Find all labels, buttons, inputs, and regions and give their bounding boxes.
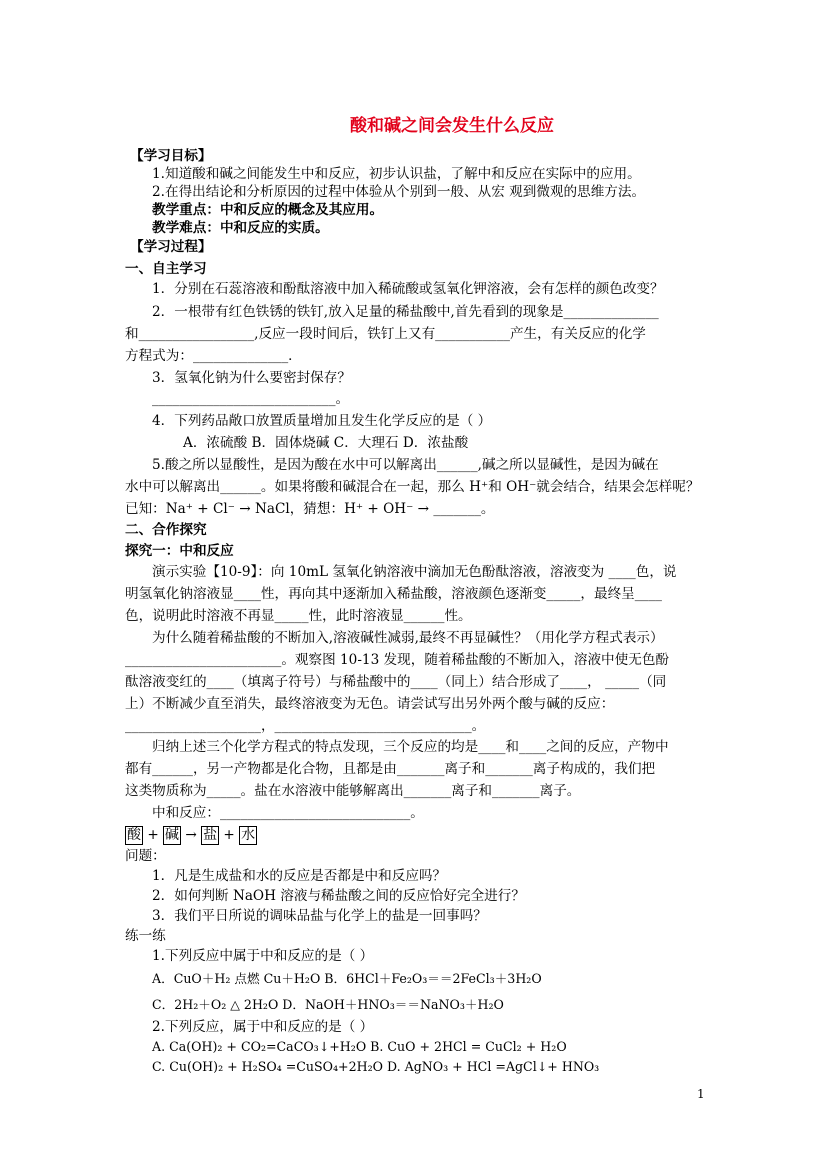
summary-line-3: 这类物质称为_____。盐在水溶液中能够解离出_______离子和_______离子。 xyxy=(125,783,581,799)
practice-1-question: 1.下列反应中属于中和反应的是（ ） xyxy=(152,948,374,964)
practice-1-options-ab: A．CuO＋H₂ 点燃 Cu＋H₂O B．6HCl＋Fe₂O₃＝＝2FeCl₃＋3H₂O xyxy=(152,971,542,986)
teaching-difficulty: 教学难点：中和反应的实质。 xyxy=(152,220,329,236)
arrow-icon: → xyxy=(185,827,197,843)
question-2-line-1: 2．一根带有红色铁锈的铁钉,放入足量的稀盐酸中,首先看到的现象是______________ xyxy=(152,304,659,320)
question-1: 1．分别在石蕊溶液和酚酞溶液中加入稀硫酸或氢氧化钾溶液，会有怎样的颜色改变？ xyxy=(152,281,664,297)
why-line-4: 上）不断减少直至消失，最终溶液变为无色。请尝试写出另外两个酸与碱的反应： xyxy=(125,696,615,712)
plus-sign: + xyxy=(223,827,235,843)
question-2-line-2: 和_________________,反应一段时间后，铁钉上又有___________产生，有关反应的化学 xyxy=(125,326,646,342)
word-equation xyxy=(125,826,257,845)
question-4-options: A．浓硫酸 B．固体烧碱 C．大理石 D．浓盐酸 xyxy=(183,435,469,451)
neutralization-definition: 中和反应：____________________________。 xyxy=(152,805,424,821)
section-heading-process: 【学习过程】 xyxy=(130,239,212,255)
summary-line-2: 都有______，另一产物都是化合物，且都是由_______离子和_______离子构成的，我们把 xyxy=(125,761,656,777)
subsection-self-study: 一、自主学习 xyxy=(125,261,207,277)
questions-heading: 问题： xyxy=(125,848,166,864)
practice-2-options-cd: C. Cu(OH)₂ + H₂SO₄ =CuSO₄+2H₂O D. AgNO₃ + HCl =AgCl↓+ HNO₃ xyxy=(152,1059,600,1074)
base-box: 碱 xyxy=(165,827,180,843)
practice-2-options-ab: A. Ca(OH)₂ + CO₂=CaCO₃↓+H₂O B. CuO + 2HCl = CuCl₂ + H₂O xyxy=(152,1039,567,1054)
discussion-question-2: 2．如何判断 NaOH 溶液与稀盐酸之间的反应恰好完全进行？ xyxy=(152,888,525,904)
discussion-question-1: 1．凡是生成盐和水的反应是否都是中和反应吗？ xyxy=(152,868,447,884)
why-line-2: _______________________。观察图 10-13 发现，随着稀盐酸的不断加入，溶液中使无色酚 xyxy=(125,652,670,668)
question-3: 3．氢氧化钠为什么要密封保存？ xyxy=(152,370,351,386)
practice-1-options-cd: C．2H₂＋O₂ △ 2H₂O D．NaOH＋HNO₃＝＝NaNO₃＋H₂O xyxy=(152,997,504,1012)
question-5-line-2: 水中可以解离出______。如果将酸和碱混合在一起，那么 H⁺和 OH⁻就会结合，结果会怎样呢？ xyxy=(125,479,700,495)
demo-line-1: 演示实验【10-9】：向 10mL 氢氧化钠溶液中滴加无色酚酞溶液，溶液变为 ____色，说 xyxy=(152,564,677,580)
objective-1: 1.知道酸和碱之间能发生中和反应，初步认识盐，了解中和反应在实际中的应用。 xyxy=(152,166,641,182)
summary-line-1: 归纳上述三个化学方程式的特点发现，三个反应的均是____和____之间的反应，产物中 xyxy=(152,739,669,755)
exploration-1-heading: 探究一：中和反应 xyxy=(125,543,234,559)
question-4: 4．下列药品敞口放置质量增加且发生化学反应的是（ ） xyxy=(152,413,492,429)
discussion-question-3: 3．我们平日所说的调味品盐与化学上的盐是一回事吗？ xyxy=(152,908,487,924)
question-2-line-3: 方程式为：______________． xyxy=(125,348,302,364)
section-heading-objectives: 【学习目标】 xyxy=(130,148,212,164)
teaching-focus: 教学重点：中和反应的概念及其应用。 xyxy=(152,202,384,218)
question-3-answer-blank: ___________________________。 xyxy=(152,391,350,407)
why-line-5: ____________________，_____________________________。 xyxy=(125,718,486,734)
question-5-line-1: 5.酸之所以显酸性，是因为酸在水中可以解离出______,碱之所以显碱性，是因为碱在 xyxy=(152,457,659,473)
practice-2-question: 2.下列反应，属于中和反应的是（ ） xyxy=(152,1019,374,1035)
subsection-cooperation: 二、合作探究 xyxy=(125,522,207,538)
acid-box: 酸 xyxy=(127,827,141,843)
why-line-1: 为什么随着稀盐酸的不断加入,溶液碱性减弱,最终不再显碱性？（用化学方程式表示） xyxy=(152,630,664,646)
salt-box: 盐 xyxy=(203,827,218,843)
why-line-3: 酞溶液变红的____（填离子符号）与稀盐酸中的____（同上）结合形成了____， _____（同 xyxy=(125,674,667,690)
demo-line-2: 明氢氧化钠溶液显____性，再向其中逐渐加入稀盐酸，溶液颜色逐渐变_____，最终呈____ xyxy=(125,586,662,602)
water-box: 水 xyxy=(241,827,256,843)
question-5-line-3: 已知：Na⁺ + Cl⁻ → NaCl，猜想：H⁺ + OH⁻ → _______。 xyxy=(125,501,495,517)
practice-heading: 练一练 xyxy=(125,928,166,944)
demo-line-3: 色，说明此时溶液不再显_____性，此时溶液显______性。 xyxy=(125,608,472,624)
page-number: 1 xyxy=(697,1087,705,1101)
plus-sign: + xyxy=(147,827,159,843)
document-title: 酸和碱之间会发生什么反应 xyxy=(350,116,554,136)
objective-2: 2.在得出结论和分析原因的过程中体验从个别到一般、从宏 观到微观的思维方法。 xyxy=(152,184,646,200)
